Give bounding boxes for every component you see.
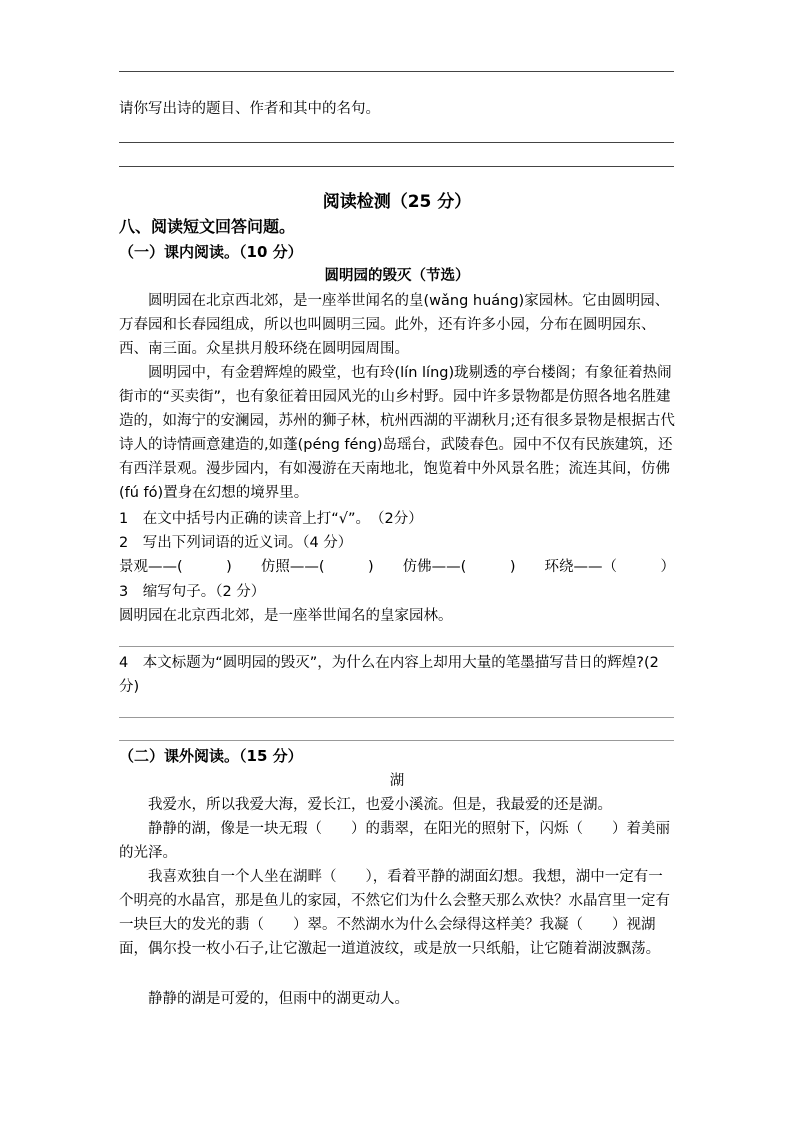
part-heading: 八、阅读短文回答问题。 — [119, 217, 296, 236]
answer-line — [119, 71, 674, 72]
answer-line — [119, 717, 674, 718]
synonym-item: 环绕——（ ） — [544, 559, 675, 575]
question-2-items — [119, 555, 675, 579]
section-title: 阅读检测（25 分） — [322, 192, 472, 212]
question-4: 4 本文标题为“圆明园的毁灭”，为什么在内容上却用大量的笔墨描写昔日的辉煌?(2 分) — [119, 655, 659, 695]
passage2-paragraph: 静静的湖，像是一块无瑕（ ）的翡翠，在阳光的照射下，闪烁（ ）着美丽的光泽。 — [119, 821, 670, 861]
passage1-title: 圆明园的毁灭（节选） — [324, 268, 470, 284]
sub-heading-1: （一）课内阅读。（10 分） — [119, 243, 303, 261]
passage1-paragraph: 圆明园中，有金碧辉煌的殿堂，也有玲(lín líng)珑剔透的亭台楼阁；有象征着热闹街市的“买卖街”，也有象征着田园风光的山乡村野。园中许多景物都是仿照各地名胜建造的，如海宁的安澜园，苏州的狮子林，杭州西湖的平湖秋月;还有很多景物是根据古代诗人的诗情画意建造的,如蓬(péng féng)岛瑶台，武陵春色。园中不仅有民族建筑，还有西洋景观。漫步园内，有如漫游在天南地北，饱览着中外风景名胜；流连其间，仿佛(fú fó)置身在幻想的境界里。 — [119, 365, 675, 501]
answer-line — [119, 142, 674, 143]
question-2: 2 写出下列词语的近义词。（4 分） — [119, 535, 353, 551]
synonym-item: 仿佛——( ) — [402, 559, 516, 575]
question-3: 3 缩写句子。（2 分） — [119, 584, 266, 600]
answer-line — [119, 646, 674, 647]
question-1: 1 在文中括号内正确的读音上打“√”。 （2分） — [119, 511, 423, 527]
answer-line — [119, 740, 674, 741]
passage2-title: 湖 — [389, 773, 405, 789]
passage1-paragraph: 圆明园在北京西北郊，是一座举世闻名的皇(wǎng huáng)家园林。它由圆明园、万春园和长春园组成，所以也叫圆明三园。此外，还有许多小园，分布在圆明园东、西、南三面。众星拱月般环绕在圆明园周围。 — [119, 293, 670, 357]
sub-heading-2: （二）课外阅读。（15 分） — [119, 747, 303, 765]
synonym-item: 景观——( ) — [119, 559, 232, 575]
question-3-sentence: 圆明园在北京西北郊，是一座举世闻名的皇家园林。 — [119, 608, 453, 624]
passage2-paragraph: 我喜欢独自一个人坐在湖畔（ ），看着平静的湖面幻想。我想，湖中一定有一个明亮的水晶宫，那是鱼儿的家园，不然它们为什么会整天那么欢快？水晶宫里一定有一块巨大的发光的翡（ ）翠。不然湖水为什么会绿得这样美？我凝（ ）视湖面，偶尔投一枚小石子,让它激起一道道波纹，或是放一只纸船，让它随着湖波飘荡。 — [119, 869, 670, 957]
passage2-paragraph: 静静的湖是可爱的，但雨中的湖更动人。 — [148, 991, 409, 1007]
poem-prompt: 请你写出诗的题目、作者和其中的名句。 — [119, 101, 380, 117]
passage2-paragraph: 我爱水，所以我爱大海，爱长江，也爱小溪流。但是，我最爱的还是湖。 — [148, 797, 612, 813]
answer-line — [119, 166, 674, 167]
synonym-item: 仿照——( ) — [260, 559, 374, 575]
